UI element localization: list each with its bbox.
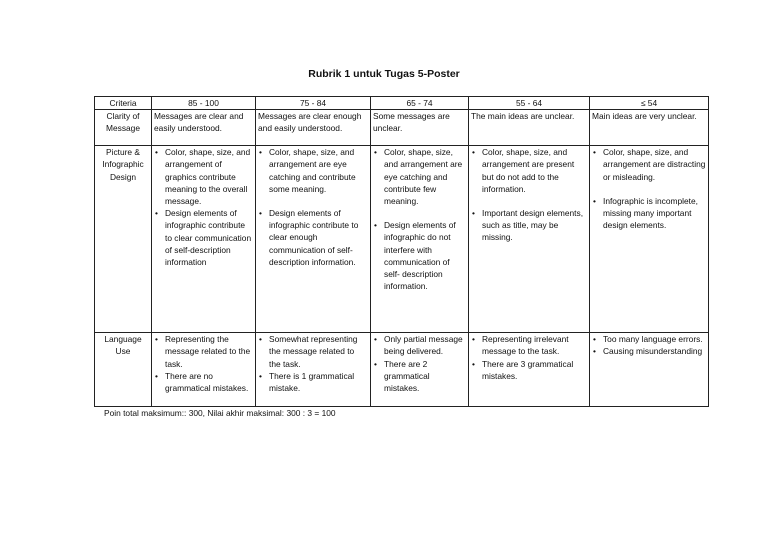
bullet-item: • There are no grammatical mistakes. xyxy=(154,370,253,394)
rubric-cell: Main ideas are very unclear. xyxy=(590,110,709,146)
header-score-54-below: ≤ 54 xyxy=(590,97,709,110)
row-clarity-of-message xyxy=(95,110,709,146)
bullet-item: • There are 3 grammatical mistakes. xyxy=(471,358,587,382)
bullet-item: • There are 2 grammatical mistakes. xyxy=(373,358,466,395)
criteria-cell: Picture & Infographic Design xyxy=(95,146,152,333)
rubric-cell xyxy=(371,146,469,333)
rubric-cell xyxy=(256,333,371,407)
rubric-cell: Some messages are unclear. xyxy=(371,110,469,146)
bullet-item: • Color, shape, size, and arrangement are eye catching and contribute some meaning. xyxy=(258,146,368,195)
rubric-cell: Messages are clear and easily understood. xyxy=(152,110,256,146)
header-score-85-100: 85 - 100 xyxy=(152,97,256,110)
header-score-55-64: 55 - 64 xyxy=(469,97,590,110)
row-language-use xyxy=(95,333,709,407)
total-points-note: Poin total maksimum:: 300, Nilai akhir maksimal: 300 : 3 = 100 xyxy=(104,408,336,418)
bullet-item: • Important design elements, such as title, may be missing. xyxy=(471,207,587,244)
row-picture-infographic-design xyxy=(95,146,709,333)
bullet-item: • Design elements of infographic contribute to clear enough communication of self-description information. xyxy=(258,207,368,268)
header-criteria: Criteria xyxy=(95,97,152,110)
rubric-table xyxy=(94,96,709,407)
bullet-item: • Causing misunderstanding xyxy=(592,345,706,357)
rubric-cell xyxy=(469,146,590,333)
rubric-cell: Messages are clear enough and easily understood. xyxy=(256,110,371,146)
bullet-item: • Somewhat representing the message related to the task. xyxy=(258,333,368,370)
bullet-item: • Color, shape, size, and arrangement are distracting or misleading. xyxy=(592,146,706,183)
bullet-item: • Representing irrelevant message to the task. xyxy=(471,333,587,357)
bullet-item: • Only partial message being delivered. xyxy=(373,333,466,357)
rubric-cell: The main ideas are unclear. xyxy=(469,110,590,146)
rubric-cell xyxy=(152,333,256,407)
document-title: Rubrik 1 untuk Tugas 5-Poster xyxy=(308,68,460,80)
bullet-item: • There is 1 grammatical mistake. xyxy=(258,370,368,394)
criteria-cell: Language Use xyxy=(95,333,152,407)
bullet-item: • Color, shape, size, and arrangement are eye catching and contribute few meaning. xyxy=(373,146,466,207)
criteria-cell: Clarity of Message xyxy=(95,110,152,146)
rubric-cell xyxy=(152,146,256,333)
bullet-item: • Color, shape, size, and arrangement are present but do not add to the information. xyxy=(471,146,587,195)
rubric-cell xyxy=(590,333,709,407)
bullet-item: • Design elements of infographic do not interfere with communication of self- description information. xyxy=(373,219,466,292)
bullet-item: • Color, shape, size, and arrangement of graphics contribute meaning to the overall message. xyxy=(154,146,253,207)
bullet-item: • Too many language errors. xyxy=(592,333,706,345)
bullet-item: • Design elements of infographic contribute to clear communication of self-description information xyxy=(154,207,253,268)
rubric-cell xyxy=(256,146,371,333)
header-row xyxy=(95,97,709,110)
rubric-cell xyxy=(469,333,590,407)
bullet-item: • Representing the message related to the task. xyxy=(154,333,253,370)
rubric-cell xyxy=(590,146,709,333)
bullet-item: • Infographic is incomplete, missing many important design elements. xyxy=(592,195,706,232)
header-score-75-84: 75 - 84 xyxy=(256,97,371,110)
header-score-65-74: 65 - 74 xyxy=(371,97,469,110)
rubric-cell xyxy=(371,333,469,407)
